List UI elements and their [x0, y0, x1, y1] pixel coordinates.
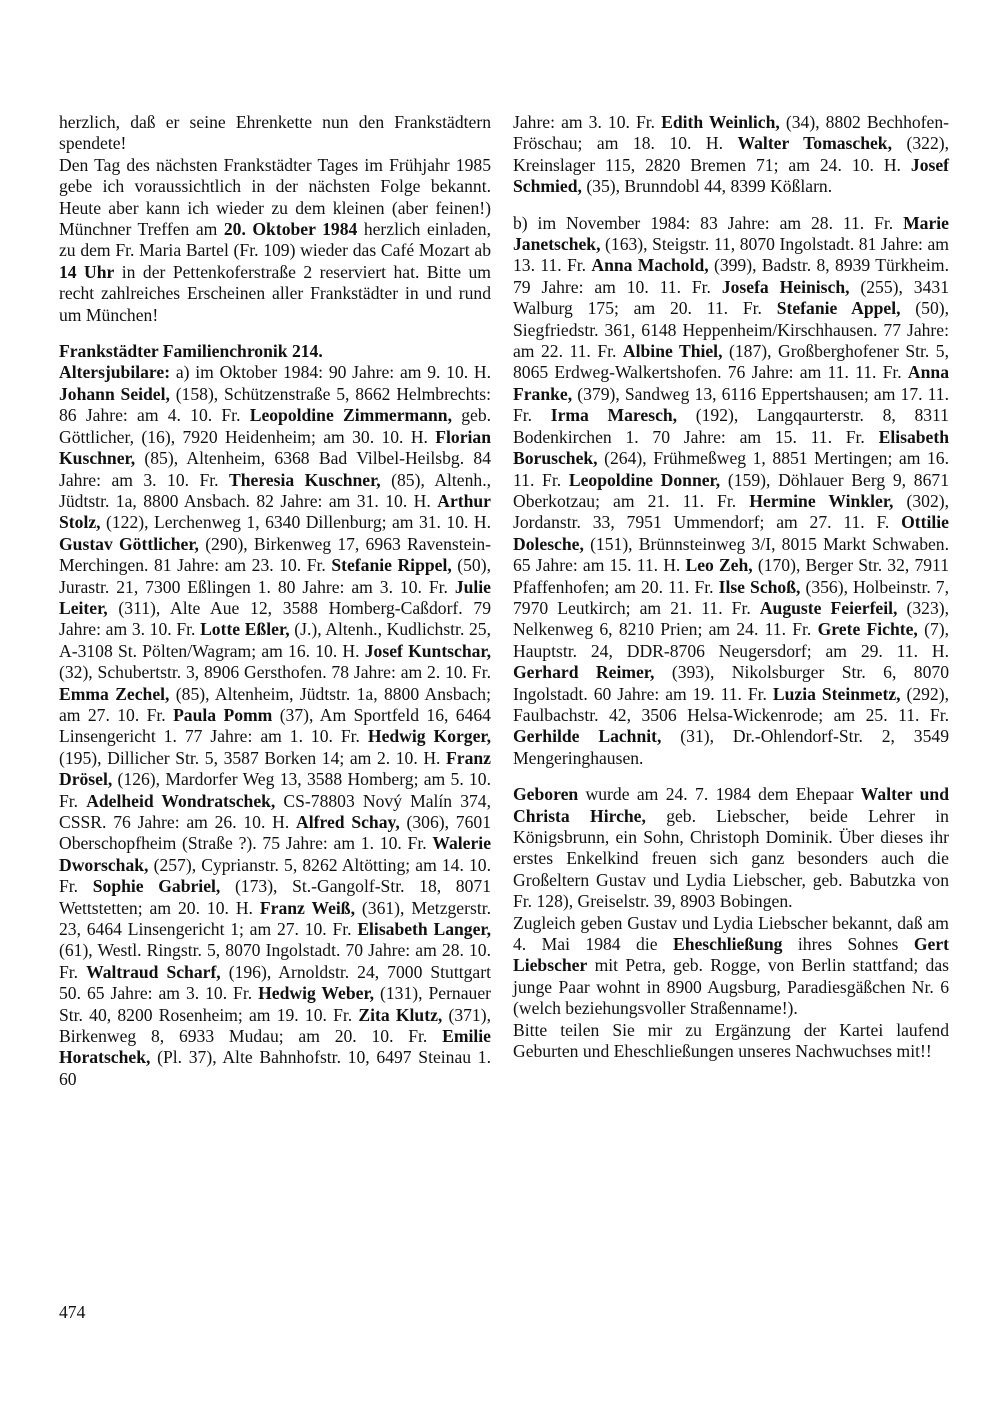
bold-name-text: Leopoldine Zimmermann,: [249, 405, 452, 426]
paragraph-bitte: [513, 1020, 949, 1063]
paragraph-jubilare-oktober: [59, 362, 491, 1090]
paragraph-jubilare-november: [513, 213, 949, 770]
bold-name-text: Gert Liebscher: [513, 934, 949, 976]
left-column: [59, 112, 491, 1090]
text-segment: geb. Liebscher, beide Lehrer in Königsbrunn, ein Sohn, Christoph Dominik. Über dieses ihr erstes Enkelkind freuen sich ganz besonders auch die Großeltern Gustav und Lydia Liebscher, geb. Babutzka von Fr. 128), Greiselstr. 39, 8903 Bobingen.: [513, 805, 949, 912]
text-segment: (393), Nikolsburger Str. 6, 8070 Ingolstadt. 60 Jahre: am 19. 11. Fr.: [513, 662, 949, 704]
bold-name-text: Ilse Schoß,: [718, 576, 801, 597]
text-segment: (170), Berger Str. 32, 7911 Pfaffenhofen; am 20. 11. Fr.: [513, 555, 949, 597]
text-segment: herzlich einladen, zu dem Fr. Maria Bartel (Fr. 109) wieder das Café Mozart ab: [59, 219, 491, 261]
bold-name-text: Gerhilde Lachnit,: [513, 726, 662, 747]
text-segment: (196), Arnoldstr. 24, 7000 Stuttgart 50. 65 Jahre: am 3. 10. Fr.: [59, 961, 491, 1004]
text-segment: (192), Langqaurterstr. 8, 8311 Bodenkirchen 1. 70 Jahre: am 15. 11. Fr.: [513, 405, 949, 447]
bold-name-text: Walerie Dworschak,: [59, 833, 491, 875]
text-segment: (379), Sandweg 13, 6116 Eppertshausen; am 17. 11. Fr.: [513, 383, 949, 426]
text-segment: (361), Metzgerstr. 23, 6464 Linsengericht 1; am 27. 10. Fr.: [59, 897, 491, 940]
bold-name-text: Zita Klutz,: [358, 1004, 443, 1025]
text-segment: CS-78803 Nový Malín 374, CSSR. 76 Jahre: am 26. 10. H.: [59, 790, 491, 832]
bold-name-text: Luzia Steinmetz,: [772, 683, 901, 704]
text-segment: (159), Döhlauer Berg 9, 8671 Oberkotzau; am 21. 11. Fr.: [513, 469, 949, 511]
bold-name-text: Franz Drösel,: [59, 747, 491, 790]
page-number: 474: [59, 1302, 86, 1322]
bold-name-text: Hedwig Korger,: [367, 726, 491, 747]
bold-name-text: Ottilie Dolesche,: [513, 512, 949, 554]
text-segment: mit Petra, geb. Rogge, von Berlin stattfand; das junge Paar wohnt in 8900 Augsburg, Paradiesgäßchen Nr. 6 (welch beziehungsvoller Straßenname!).: [513, 955, 949, 1019]
text-segment: (Pl. 37), Alte Bahnhofstr. 10, 6497 Steinau 1. 60: [59, 1047, 491, 1089]
bold-name-text: Adelheid Wondratschek,: [86, 790, 276, 811]
bold-name-text: Edith Weinlich,: [661, 112, 780, 132]
bold-name-text: Leo Zeh,: [685, 555, 753, 576]
text-segment: Zugleich geben Gustav und Lydia Liebscher bekannt, daß am 4. Mai 1984 die: [513, 912, 949, 955]
bold-name-text: Paula Pomm: [173, 704, 273, 725]
paragraph-jubilare-continued: [513, 112, 949, 198]
bold-name-text: Altersjubilare:: [59, 362, 171, 383]
text-segment: Jahre: am 3. 10. Fr.: [513, 112, 662, 132]
chronik-heading: [59, 341, 491, 362]
bold-name-text: Auguste Feierfeil,: [759, 597, 898, 618]
text-segment: (290), Birkenweg 17, 6963 Ravenstein-Merchingen. 81 Jahre: am 23. 10. Fr.: [59, 533, 491, 576]
text-segment: wurde am 24. 7. 1984 dem Ehepaar: [578, 784, 861, 805]
text-segment: (32), Schubertstr. 3, 8906 Gersthofen. 78 Jahre: am 2. 10. Fr.: [59, 662, 491, 683]
text-segment: (122), Lerchenweg 1, 6340 Dillenburg; am 31. 10. H.: [100, 512, 491, 533]
paragraph-meeting: [59, 155, 491, 326]
bold-name-text: Gustav Göttlicher,: [59, 533, 199, 554]
bold-name-text: Frankstädter Familienchronik 214.: [59, 341, 323, 362]
bold-name-text: Julie Leiter,: [59, 576, 491, 618]
text-segment: (173), St.-Gangolf-Str. 18, 8071 Wettstetten; am 20. 10. H.: [59, 876, 491, 918]
bold-name-text: Stefanie Appel,: [776, 298, 901, 319]
text-segment: (399), Badstr. 8, 8939 Türkheim. 79 Jahre: am 10. 11. Fr.: [513, 255, 949, 297]
text-segment: (50), Jurastr. 21, 7300 Eßlingen 1. 80 Jahre: am 3. 10. Fr.: [59, 555, 491, 597]
text-segment: (302), Jordanstr. 33, 7951 Ummendorf; am 27. 11. F.: [513, 490, 949, 533]
paragraph-intro: [59, 112, 491, 155]
bold-name-text: Hermine Winkler,: [749, 490, 894, 511]
bold-name-text: Leopoldine Donner,: [568, 469, 721, 490]
text-segment: (37), Am Sportfeld 16, 6464 Linsengericht 1. 77 Jahre: am 1. 10. Fr.: [59, 704, 491, 747]
bold-name-text: Geboren: [513, 784, 579, 805]
text-segment: a) im Oktober 1984: 90 Jahre: am 9. 10. H.: [170, 362, 491, 383]
text-segment: (158), Schützenstraße 5, 8662 Helmbrechts: 86 Jahre: am 4. 10. Fr.: [59, 383, 491, 426]
bold-name-text: Stefanie Rippel,: [331, 555, 452, 576]
bold-name-text: Florian Kuschner,: [59, 426, 491, 469]
text-segment: in der Pettenkoferstraße 2 reserviert hat. Bitte um recht zahlreiches Erscheinen aller Frankstädter in und rund um München!: [59, 261, 491, 325]
text-segment: (7), Hauptstr. 24, DDR-8706 Neugersdorf; am 29. 11. H.: [513, 619, 949, 661]
text-segment: (31), Dr.-Ohlendorf-Str. 2, 3549 Mengeringhausen.: [513, 726, 949, 768]
text-segment: (85), Altenheim, Jüdtstr. 1a, 8800 Ansbach; am 27. 10. Fr.: [59, 683, 491, 725]
text-segment: (50), Siegfriedstr. 361, 6148 Heppenheim/Kirschhausen. 77 Jahre: am 22. 11. Fr.: [513, 298, 950, 362]
paragraph-geboren: [513, 784, 949, 912]
text-segment: (85), Altenheim, 6368 Bad Vilbel-Heilsbg. 84 Jahre: am 3. 10. Fr.: [59, 448, 491, 490]
bold-name-text: Anna Machold,: [591, 255, 709, 276]
text-segment: (163), Steigstr. 11, 8070 Ingolstadt. 81 Jahre: am 13. 11. Fr.: [513, 234, 949, 276]
text-segment: (85), Altenh., Jüdtstr. 1a, 8800 Ansbach. 82 Jahre: am 31. 10. H.: [59, 469, 491, 511]
bold-name-text: Elisabeth Langer,: [357, 919, 491, 940]
bold-name-text: Theresia Kuschner,: [228, 469, 381, 490]
text-segment: Bitte teilen Sie mir zu Ergänzung der Kartei laufend Geburten und Eheschließungen unseres Nachwuchses mit!!: [513, 1019, 949, 1062]
text-segment: Den Tag des nächsten Frankstädter Tages im Frühjahr 1985 gebe ich voraussichtlich in der nächsten Folge bekannt. Heute aber kann ich wieder zu dem kleinen (aber feinen!) Münchner Treffen am: [59, 154, 491, 240]
bold-name-text: Lotte Eßler,: [200, 619, 290, 640]
text-segment: (323), Nelkenweg 6, 8210 Prien; am 24. 11. Fr.: [513, 597, 950, 640]
text-segment: (126), Mardorfer Weg 13, 3588 Homberg; am 5. 10. Fr.: [59, 769, 491, 811]
bold-name-text: Johann Seidel,: [59, 383, 170, 404]
bold-name-text: Anna Franke,: [513, 362, 949, 404]
bold-name-text: Arthur Stolz,: [59, 490, 491, 533]
bold-name-text: Sophie Gabriel,: [92, 876, 221, 897]
right-column: [513, 112, 949, 1062]
text-segment: (34), 8802 Bechhofen-Fröschau; am 18. 10. H.: [513, 112, 949, 154]
bold-name-text: Franz Weiß,: [259, 897, 355, 918]
bold-name-text: Emma Zechel,: [59, 683, 170, 704]
bold-name-text: Gerhard Reimer,: [513, 662, 655, 683]
text-segment: (264), Frühmeßweg 1, 8851 Mertingen; am 16. 11. Fr.: [513, 448, 949, 490]
paragraph-eheschliessung: [513, 913, 949, 1020]
bold-name-text: Albine Thiel,: [622, 341, 723, 362]
text-segment: (292), Faulbachstr. 42, 3506 Helsa-Wickenrode; am 25. 11. Fr.: [513, 683, 949, 725]
bold-name-text: Alfred Schay,: [296, 812, 400, 832]
bold-name-text: Irma Maresch,: [550, 405, 678, 426]
text-segment: (306), 7601 Oberschopfheim (Straße ?). 75 Jahre: am 1. 10. Fr.: [59, 812, 491, 854]
text-segment: ihres Sohnes: [782, 934, 914, 955]
text-segment: herzlich, daß er seine Ehrenkette nun den Frankstädtern spendete!: [59, 112, 491, 154]
bold-name-text: Marie Janetschek,: [513, 212, 949, 255]
bold-name-text: Hedwig Weber,: [258, 983, 375, 1004]
text-segment: (255), 3431 Walburg 175; am 20. 11. Fr.: [513, 276, 949, 319]
text-segment: (322), Kreinslager 115, 2820 Bremen 71; am 24. 10. H.: [513, 133, 949, 175]
text-segment: (151), Brünnsteinweg 3/I, 8015 Markt Schwaben. 65 Jahre: am 15. 11. H.: [513, 533, 949, 576]
text-segment: (195), Dillicher Str. 5, 3587 Borken 14; am 2. 10. H.: [59, 747, 447, 768]
bold-name-text: Elisabeth Boruschek,: [513, 426, 949, 469]
bold-name-text: Walter und Christa Hirche,: [513, 784, 949, 826]
text-segment: geb. Göttlicher, (16), 7920 Heidenheim; am 30. 10. H.: [59, 405, 492, 447]
text-segment: (35), Brunndobl 44, 8399 Kößlarn.: [581, 176, 833, 197]
text-segment: (356), Holbeinstr. 7, 7970 Leutkirch; am 21. 11. Fr.: [513, 576, 949, 618]
bold-name-text: Josef Schmied,: [513, 154, 949, 197]
bold-name-text: Waltraud Scharf,: [86, 961, 221, 982]
bold-name-text: Emilie Horatschek,: [59, 1026, 491, 1068]
text-segment: (257), Cyprianstr. 5, 8262 Altötting; am 14. 10. Fr.: [59, 854, 491, 897]
bold-name-text: Eheschließung: [672, 934, 783, 955]
bold-name-text: 20. Oktober 1984: [223, 219, 358, 240]
bold-name-text: Grete Fichte,: [817, 619, 918, 640]
bold-name-text: Josef Kuntschar,: [364, 640, 492, 661]
text-segment: (311), Alte Aue 12, 3588 Homberg-Caßdorf. 79 Jahre: am 3. 10. Fr.: [59, 597, 491, 640]
text-segment: (187), Großberghofener Str. 5, 8065 Erdweg-Walkertshofen. 76 Jahre: am 11. 11. Fr.: [513, 341, 949, 383]
bold-name-text: 14 Uhr: [59, 261, 115, 282]
text-segment: b) im November 1984: 83 Jahre: am 28. 11. Fr.: [513, 212, 904, 233]
text-segment: (131), Pernauer Str. 40, 8200 Rosenheim; am 19. 10. Fr.: [59, 983, 492, 1025]
text-segment: (J.), Altenh., Kudlichstr. 25, A-3108 St. Pölten/Wagram; am 16. 10. H.: [59, 619, 491, 661]
text-segment: (61), Westl. Ringstr. 5, 8070 Ingolstadt. 70 Jahre: am 28. 10. Fr.: [59, 940, 491, 982]
bold-name-text: Josefa Heinisch,: [721, 276, 850, 297]
bold-name-text: Walter Tomaschek,: [737, 133, 892, 154]
text-segment: (371), Birkenweg 8, 6933 Mudau; am 20. 10. Fr.: [59, 1004, 491, 1047]
